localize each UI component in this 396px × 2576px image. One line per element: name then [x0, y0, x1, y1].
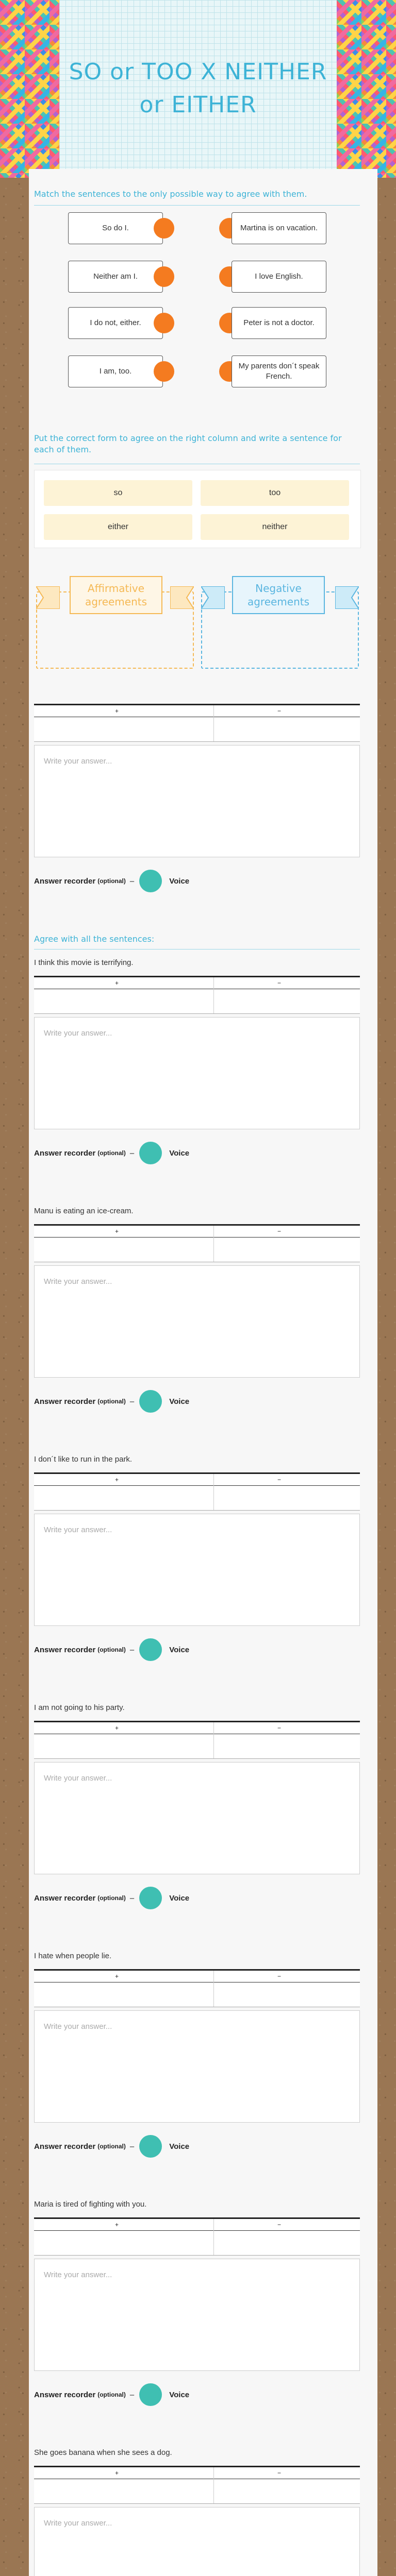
page-title: SO or TOO X NEITHER or EITHER [69, 59, 327, 118]
answer-table: + − [34, 2466, 360, 2504]
answer-recorder: Answer recorder (optional) – Voice [34, 2134, 189, 2159]
section-agree-instruction: Agree with all the sentences: [34, 934, 155, 944]
match-right-item[interactable]: My parents don´t speak French. [232, 355, 326, 387]
answer-textbox[interactable]: Write your answer... [34, 1514, 360, 1626]
answer-textbox[interactable]: Write your answer... [34, 1265, 360, 1378]
section-divider [34, 949, 360, 950]
microphone-icon[interactable] [139, 1390, 162, 1413]
microphone-icon[interactable] [139, 870, 162, 892]
answer-table: + − [34, 1721, 360, 1759]
answer-textbox[interactable]: Write your answer... [34, 1762, 360, 1874]
section-divider [34, 205, 360, 206]
answer-recorder: Answer recorder (optional) – Voice [34, 1389, 189, 1414]
plus-column-header: + [115, 979, 119, 987]
chevron-pattern-left [0, 0, 59, 178]
answer-textbox[interactable]: Write your answer... [34, 2507, 360, 2576]
word-chip[interactable]: either [44, 514, 192, 540]
prompt-sentence: I hate when people lie. [34, 1952, 112, 1960]
chevron-pattern-right [337, 0, 396, 178]
prompt-sentence: Maria is tired of fighting with you. [34, 2200, 147, 2209]
microphone-icon[interactable] [139, 1142, 162, 1164]
answer-table: + − [34, 1472, 360, 1511]
answer-textbox[interactable]: Write your answer... [34, 1017, 360, 1129]
answer-placeholder: Write your answer... [44, 757, 112, 766]
prompt-sentence: I am not going to his party. [34, 1703, 125, 1712]
plus-column-header: + [115, 707, 119, 715]
negative-ribbon-tail [335, 586, 359, 609]
affirmative-label: Affirmative agreements [70, 576, 162, 614]
word-chip[interactable]: neither [201, 514, 349, 540]
word-chip[interactable]: too [201, 480, 349, 506]
microphone-icon[interactable] [139, 2135, 162, 2158]
microphone-icon[interactable] [139, 1887, 162, 1909]
microphone-icon[interactable] [139, 2383, 162, 2406]
answer-textbox[interactable]: Write your answer... [34, 2259, 360, 2371]
answer-table: + − [34, 1224, 360, 1262]
minus-column-header: − [277, 707, 282, 715]
prompt-sentence: Manu is eating an ice-cream. [34, 1207, 134, 1215]
match-left-connector[interactable] [154, 313, 174, 333]
match-left-connector[interactable] [154, 218, 174, 239]
answer-table: + − [34, 2217, 360, 2256]
match-left-item[interactable]: I am, too. [68, 355, 163, 387]
answer-table [34, 976, 360, 1014]
match-left-item[interactable]: I do not, either. [68, 307, 163, 339]
answer-recorder: Answer recorder (optional) – Voice [34, 869, 189, 893]
section-matching-instruction: Match the sentences to the only possible way to agree with them. [34, 189, 307, 199]
word-chip[interactable]: so [44, 480, 192, 506]
minus-column-header: − [277, 979, 282, 987]
microphone-icon[interactable] [139, 1638, 162, 1661]
match-right-item[interactable]: Peter is not a doctor. [232, 307, 326, 339]
answer-recorder: Answer recorder (optional) – Voice [34, 2382, 189, 2407]
match-left-connector[interactable] [154, 361, 174, 382]
answer-recorder: Answer recorder (optional) – Voice [34, 1141, 189, 1165]
header-banner [0, 0, 396, 178]
affirmative-ribbon-tail [36, 586, 60, 609]
match-right-item[interactable]: I love English. [232, 261, 326, 293]
match-left-item[interactable]: Neither am I. [68, 261, 163, 293]
prompt-sentence: She goes banana when she sees a dog. [34, 2448, 172, 2457]
match-left-item[interactable]: So do I. [68, 212, 163, 244]
affirmative-ribbon-tail [170, 586, 194, 609]
match-right-item[interactable]: Martina is on vacation. [232, 212, 326, 244]
answer-recorder: Answer recorder (optional) – Voice [34, 1637, 189, 1662]
answer-table: + − [34, 1969, 360, 2007]
negative-ribbon-tail [201, 586, 225, 609]
match-left-connector[interactable] [154, 266, 174, 287]
answer-table [34, 704, 360, 742]
answer-textbox[interactable] [34, 745, 360, 857]
prompt-sentence: I don´t like to run in the park. [34, 1455, 133, 1464]
negative-label: Negative agreements [232, 576, 325, 614]
answer-recorder: Answer recorder (optional) – Voice [34, 1886, 189, 1910]
answer-textbox[interactable]: Write your answer... [34, 2010, 360, 2123]
prompt-sentence: I think this movie is terrifying. [34, 958, 134, 967]
section-sorting-instruction: Put the correct form to agree on the right column and write a sentence for each of them. [34, 433, 342, 454]
voice-label: Voice [169, 876, 190, 886]
